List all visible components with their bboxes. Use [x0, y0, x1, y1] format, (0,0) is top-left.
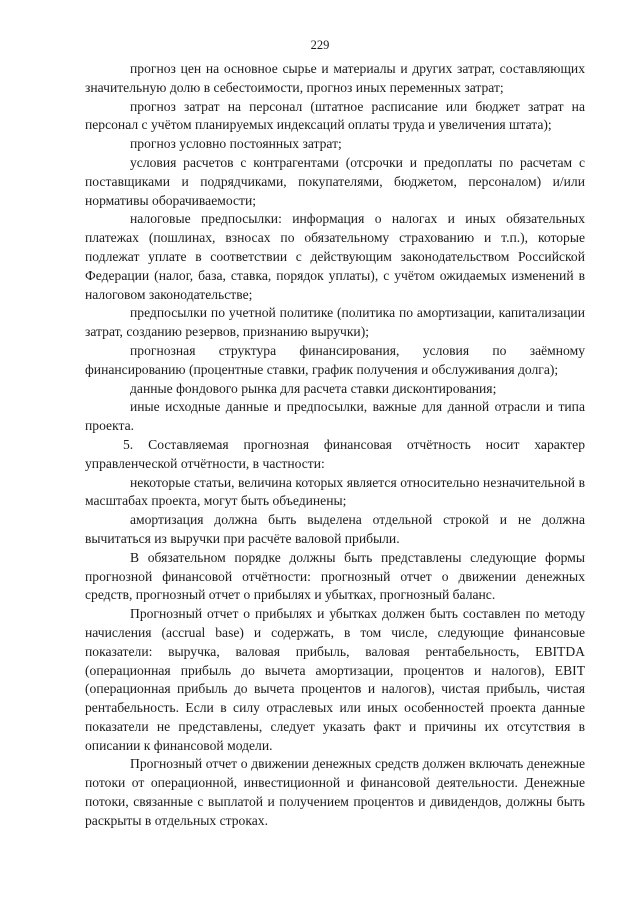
- paragraph-raw-materials-forecast: прогноз цен на основное сырье и материалы и других затрат, составляющих значительную долю в себестоимости, прогноз иных переменных затрат;: [85, 61, 585, 95]
- paragraph-financing-structure: прогнозная структура финансирования, условия по заёмному финансированию (процентные ставки, график получения и обслуживания долга);: [85, 342, 585, 377]
- paragraph-section-5: 5. Составляемая прогнозная финансовая отчётность носит характер управленческой отчётности, в частности:: [85, 436, 585, 471]
- paragraph-depreciation: амортизация должна быть выделена отдельной строкой и не должна вычитаться из выручки при расчёте валовой прибыли.: [85, 512, 585, 546]
- paragraph-stock-market-data: данные фондового рынка для расчета ставки дисконтирования;: [130, 380, 497, 396]
- paragraph-combined-items: некоторые статьи, величина которых является относительно незначительной в масштабах проекта, могут быть объединены;: [85, 474, 585, 509]
- paragraph-personnel-costs: прогноз затрат на персонал (штатное расписание или бюджет затрат на персонал с учётом планируемых индексаций оплаты труда и увеличения штата);: [85, 98, 585, 133]
- page-number: 229: [310, 38, 330, 52]
- paragraph-other-inputs: иные исходные данные и предпосылки, важные для данной отрасли и типа проекта.: [85, 399, 585, 434]
- paragraph-mandatory-forms: В обязательном порядке должны быть представлены следующие формы прогнозной финансовой отчётности: прогнозный отчет о движении денежных средств, прогнозный отчет о прибылях и убытках, прогнозный баланс.: [85, 549, 585, 603]
- paragraph-cash-flow: Прогнозный отчет о движении денежных средств должен включать денежные потоки от операционной, инвестиционной и финансовой деятельности. Денежные потоки, связанные с выплатой и получением процентов и дивидендов, должны быть раскрыты в отдельных строках.: [85, 756, 585, 828]
- paragraph-tax-assumptions: налоговые предпосылки: информация о налогах и иных обязательных платежах (пошлинах, взносах по обязательному страхованию и т.п.), которые подлежат уплате в соответствии с действующим законодательством Российской Федерации (налог, база, ставка, порядок уплаты), с учётом ожидаемых изменений в налоговом законодательстве;: [85, 211, 585, 302]
- paragraph-income-statement: Прогнозный отчет о прибылях и убытках должен быть составлен по методу начисления (accrual base) и содержать, в том числе, следующие финансовые показатели: выручка, валовая прибыль, валовая рентабельность, EBITDA (операционная прибыль до вычета амортизации, процентов и налогов), EBIT (операционная прибыль до вычета процентов и налогов), чистая прибыль, чистая рентабельность. Если в силу отраслевых или иных особенностей проекта данные показатели не представлены, следует указать факт и причины их отсутствия в описании к финансовой модели.: [85, 606, 585, 753]
- page-body: [85, 60, 585, 831]
- paragraph-counterparty-terms: условия расчетов с контрагентами (отсрочки и предоплаты по расчетам с поставщиками и подрядчиками, покупателями, бюджетом, персоналом) и/или нормативы оборачиваемости;: [85, 154, 585, 208]
- paragraph-fixed-costs: прогноз условно постоянных затрат;: [130, 136, 342, 152]
- paragraph-accounting-policy: предпосылки по учетной политике (политика по амортизации, капитализации затрат, созданию резервов, признанию выручки);: [85, 305, 585, 340]
